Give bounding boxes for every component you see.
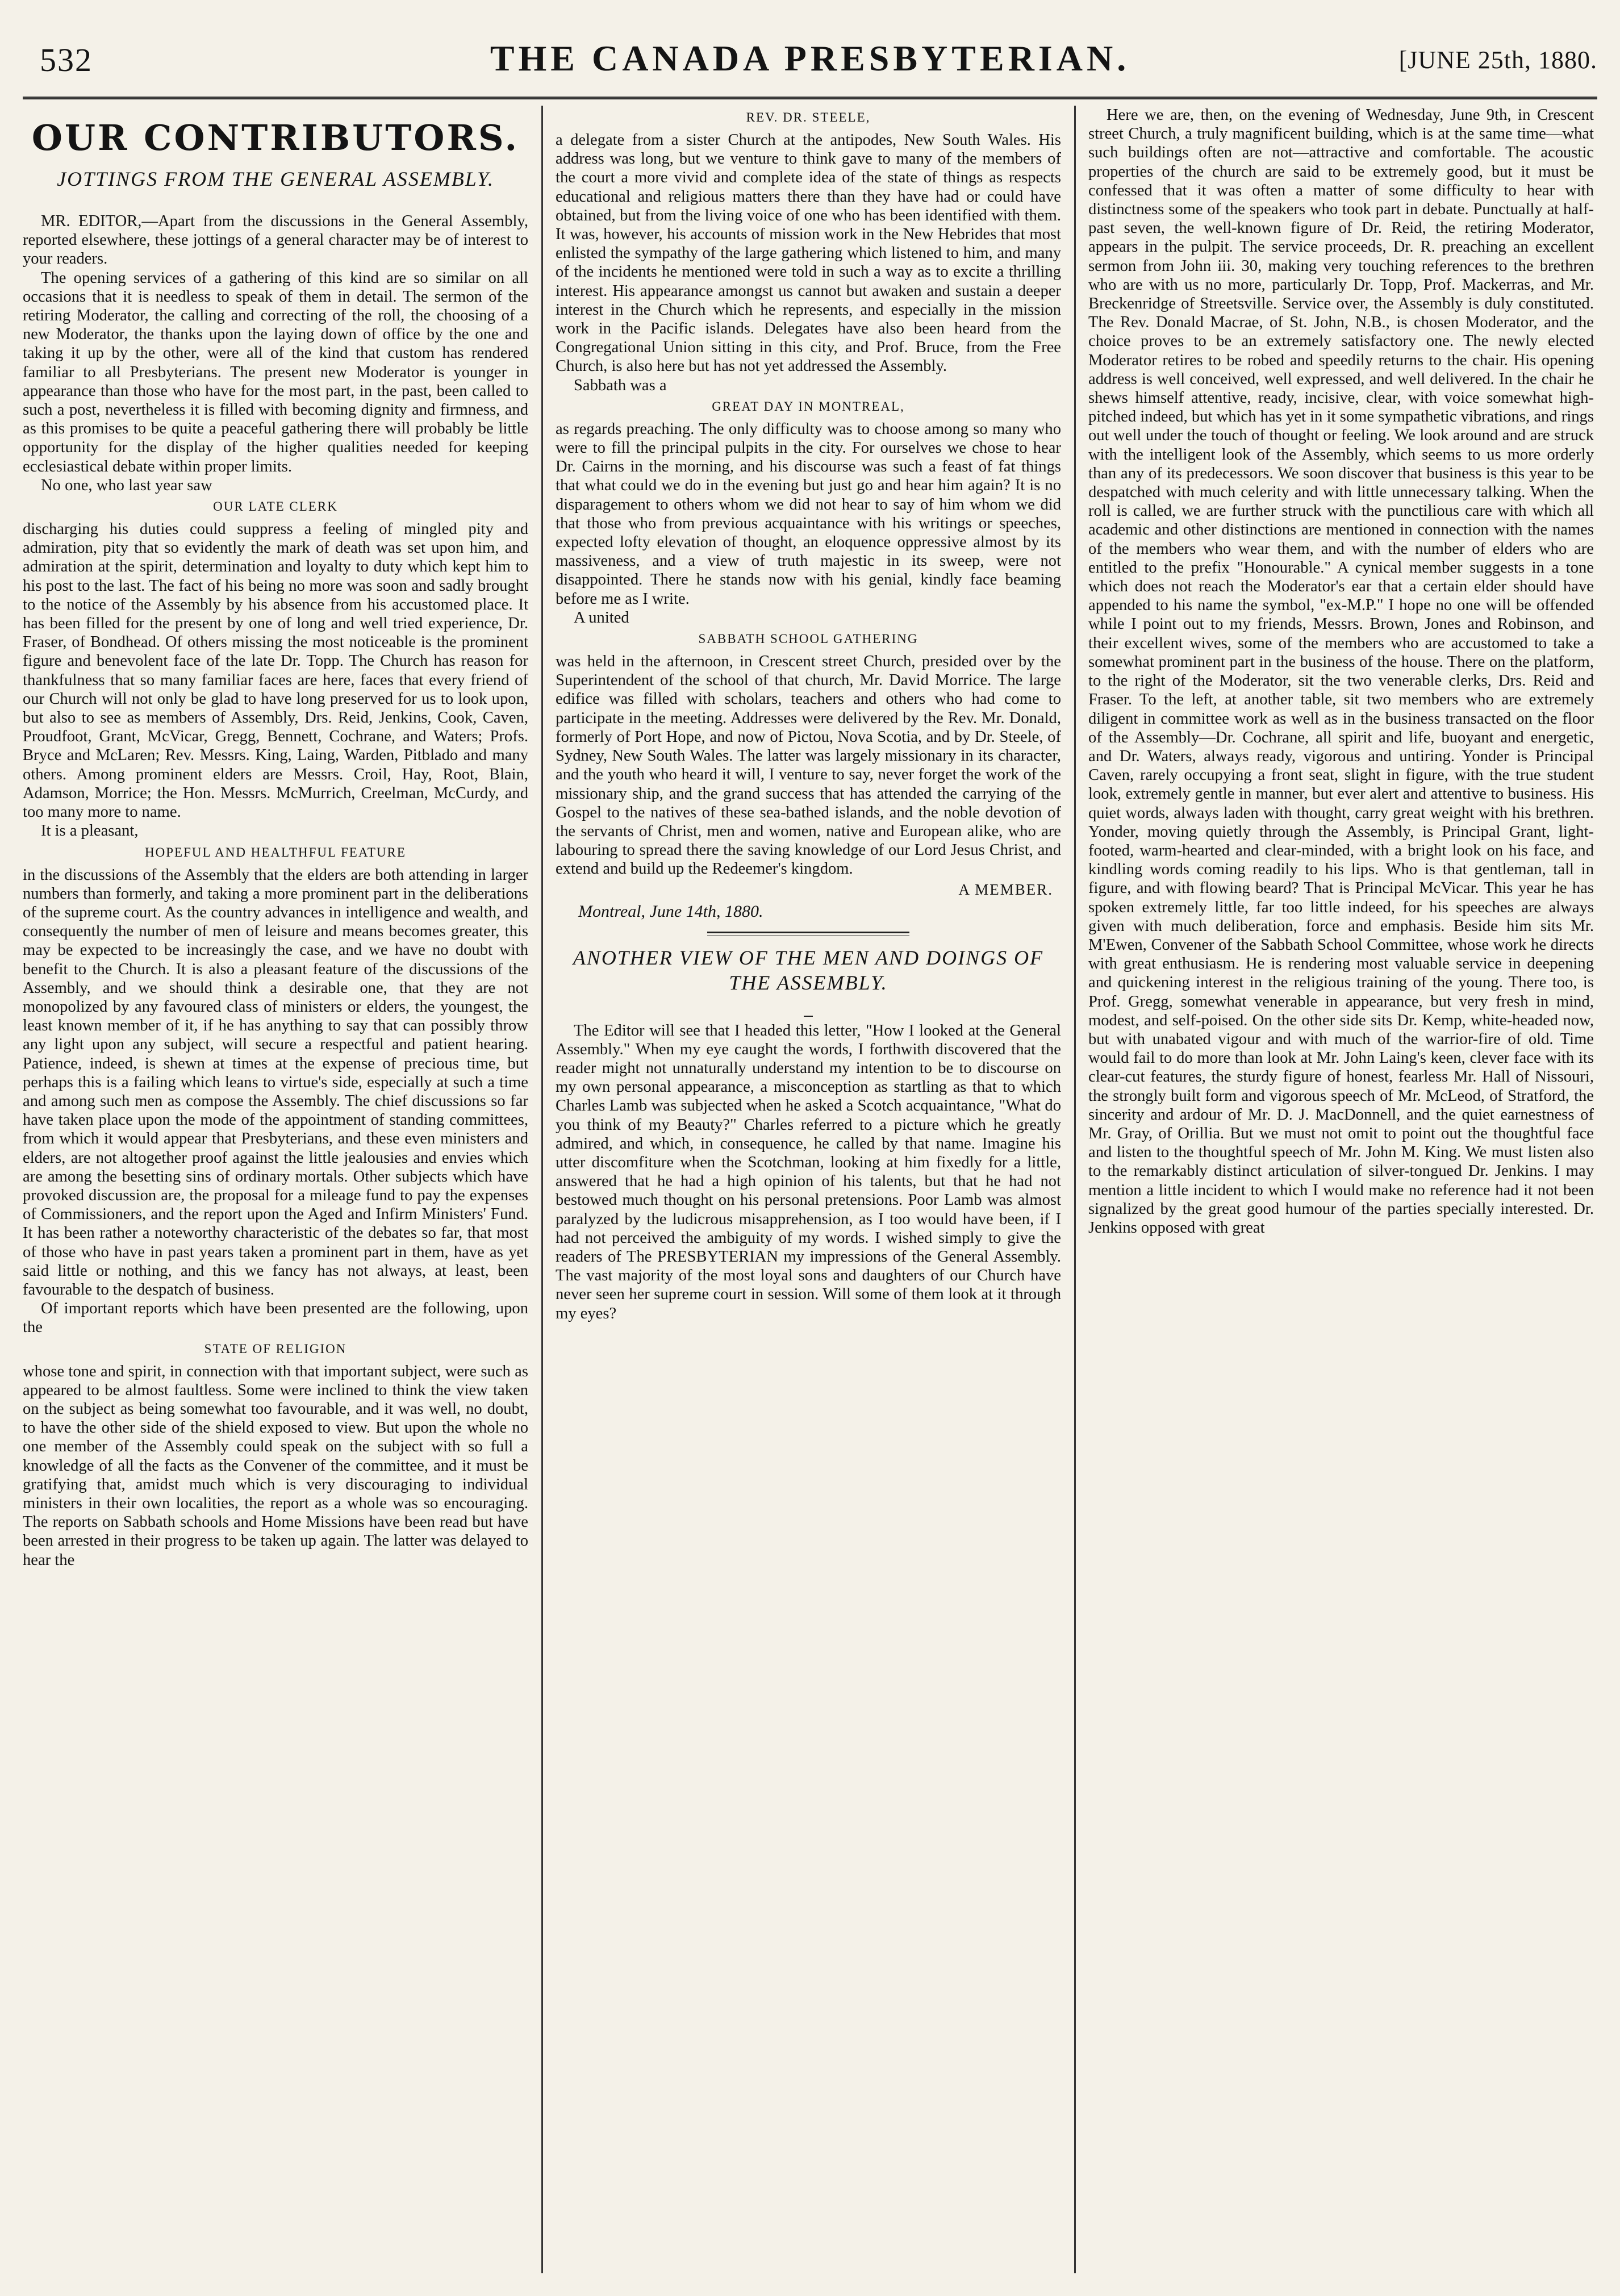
signature: A MEMBER. bbox=[958, 880, 1053, 898]
paragraph: The Editor will see that I headed this letter, "How I looked at the General Assembly." When my eye caught the words, I forthwith discovered that the reader might not unnaturally understand my intention to be to discourse on my own personal appearance, a misconception as startling as that to which Charles Lamb was subjected when he asked a Scotch acquaintance, "What do you think of my Beauty?" Charles referred to a picture which he greatly admired, and which, in consequence, he called by that name. Imagine his utter discomfiture when the Scotchman, looking at him fixedly for a little, answered that he had a high opinion of his talents, but that he had not bestowed much thought on his personal pretensions. Poor Lamb was almost paralyzed by the ludicrous misapprehension, as I too would have been, if I had not perceived the ambiguity of my words. I wished simply to give the readers of The PRESBYTERIAN my impressions of the General Assembly. The vast majority of the most loyal sons and daughters of our Church have never seen her supreme court in session. Will some of them look at it through my eyes? bbox=[556, 1021, 1061, 1322]
article-heading: JOTTINGS FROM THE GENERAL ASSEMBLY. bbox=[57, 168, 494, 190]
paragraph: Here we are, then, on the evening of Wednesday, June 9th, in Crescent street Church, a truly magnificent building, which is at the same time—what such buildings often are not—attractive and comfortable. The acoustic properties of the church are said to be extremely good, but it must be confessed that it was often a matter of some difficulty to hear with distinctness some of the speakers who took part in debate. Punctually at half-past seven, the well-known figure of Dr. Reid, the retiring Moderator, appears in the pulpit. The service proceeds, Dr. R. preaching an excellent sermon from John iii. 30, making very touching references to the brethren who are with us no more, particularly Dr. Topp, Prof. Mackerras, and Mr. Breckenridge of Streetsville. Service over, the Assembly is duly constituted. The Rev. Donald Macrae, of St. John, N.B., is chosen Moderator, and the choice proves to be an extremely satisfactory one. The newly elected Moderator retires to be robed and speedily returns to the chair. His opening address is well conceived, well expressed, and well delivered. In the chair he shews himself attentive, ready, incisive, clear, with voice somewhat high-pitched indeed, but which has yet in it some sympathetic vibrations, and rings out well under the touch of thought or feeling. We look around and are struck with the intelligent look of the Assembly, which seems to us more orderly than any of its predecessors. We soon discover that business is this year to be despatched with much celerity and with little unnecessary talking. When the roll is called, we are further struck with the punctilious care with which all academic and other distinctions are mentioned in connection with the names of the members who wear them, and with the number of elders who are entitled to the prefix "Honourable." A cynical member suggests in a tone which does not reach the Moderator's ear that a certain elder should have appended to his name the symbol, "ex-M.P." I hope no one will be offended while I point out to my friends, Messrs. Brown, Jones and Robinson, and their excellent wives, some of the members who are accustomed to take a somewhat prominent part in the business of the house. There on the platform, to the right of the Moderator, sit the two venerable clerks, Drs. Reid and Fraser. To the left, at another table, sit two members who are extremely diligent in committee work as well as in the business transacted on the floor of the Assembly—Dr. Cochrane, all spirit and life, buoyant and energetic, and Dr. Waters, always ready, vigorous and untiring. Yonder is Principal Caven, rarely occupying a front seat, slight in figure, with the true student look, extremely gentle in manner, but ever alert and attentive to business. His quiet words, always laden with thought, carry great weight with his brethren. Yonder, moving quietly through the Assembly, is Principal Grant, light-footed, warm-hearted and clear-minded, with a bright look on his face, and kindling words coming readily to his lips. Who is that gentleman, tall in figure, and with flowing beard? That is Principal McVicar. This year he has spoken extremely little, far too little indeed, for his speeches are always given with much deliberation, force and emphasis. Beside him sits Mr. M'Ewen, Convener of the Sabbath School Committee, whose work he directs with great enthusiasm. He is rendering most valuable service in deepening and quickening interest in the religious training of the young. There too, is Prof. Gregg, somewhat venerable in appearance, but very fresh in mind, modest, and self-poised. On the other side sits Dr. Kemp, white-headed now, but with unabated vigour and with much of the warrior-fire of old. Time would fail to do more than look at Mr. John Laing's keen, clever face with its clear-cut features, the sturdy figure of honest, fearless Mr. Hall of Nissouri, the strongly built form and vigorous speech of Mr. McLeod, of Stratford, the sincerity and ardour of Mr. D. J. MacDonnell, and the quiet earnestness of Mr. Gray, of Orillia. But we must not omit to point out the thoughtful face and listen to the thoughtful speech of Mr. John M. King. We must listen also to the remarkably distinct articulation of silver-tongued Dr. Jenkins. I may mention a little incident to which I would make no reference had it not been signalized by the great good humour of the parties specially interested. Dr. Jenkins opposed with great bbox=[1088, 106, 1594, 1237]
department-heading: OUR CONTRIBUTORS. bbox=[31, 117, 520, 158]
subheading: REV. DR. STEELE, bbox=[746, 110, 871, 124]
paragraph: Of important reports which have been presented are the following, upon the bbox=[23, 1300, 528, 1337]
subheading: GREAT DAY IN MONTREAL, bbox=[712, 399, 905, 414]
paragraph: discharging his duties could suppress a feeling of mingled pity and admiration, pity that so evidently the mark of death was set upon him, and admiration at the spirit, determination and loyalty to duty which kept him to his post to the last. The fact of his being no more was soon and sadly brought to the notice of the Assembly by his absence from his accustomed place. It has been filled for the present by one of long and well tried experience, Dr. Fraser, of Bondhead. Of others missing the most noticeable is the prominent figure and benevolent face of the late Dr. Topp. The Church has reason for thankfulness that so many familiar faces are here, faces that every friend of our Church will not only be glad to have long preserved for us to look upon, but also to see as members of Assembly, Drs. Reid, Jenkins, Cook, Caven, Proudfoot, Grant, McVicar, Gregg, Bennett, Cochrane, and Waters; Profs. Bryce and McLaren; Rev. Messrs. King, Laing, Warden, Pitblado and many others. Among prominent elders are Messrs. Croil, Hay, Root, Blain, Adamson, Morrice; the Hon. Messrs. McMurrich, Creelman, McCurdy, and too many more to name. bbox=[23, 520, 528, 821]
column-rule bbox=[1074, 106, 1076, 2273]
page-number: 532 bbox=[40, 41, 93, 78]
subheading: SABBATH SCHOOL GATHERING bbox=[698, 632, 918, 646]
heading-rule bbox=[804, 1016, 813, 1017]
column-2 bbox=[556, 106, 1061, 2279]
paragraph: in the discussions of the Assembly that the elders are both attending in larger numbers than formerly, and taking a more prominent part in the deliberations of the supreme court. As the country advances in intelligence and wealth, and consequently the number of men of leisure and means becomes greater, this may be expected to be increasingly the case, and we have no doubt with benefit to the Church. It is also a pleasant feature of the discussions of the Assembly, and we should think a desirable one, that they are not monopolized by any favoured class of ministers or elders, the youngest, the least known member of it, if he has anything to say that can possibly throw any light upon any subject, will secure a respectful and patient hearing. Patience, indeed, is shewn at times at the expense of precious time, but perhaps this is a failing which leans to virtue's side, especially at such a time and among such men as compose the Assembly. The chief discussions so far have taken place upon the mode of the appointment of standing committees, from which it would appear that Presbyterians, and these even ministers and elders, are not altogether proof against the little jealousies and envies which are among the besetting sins of ordinary mortals. Other subjects which have provoked discussion are, the proposal for a mileage fund to pay the expenses of Commissioners, and the report upon the Aged and Infirm Ministers' Fund. It has been rather a noteworthy characteristic of the debates so far, that most of those who have in past years taken a prominent part in them, have as yet said little or nothing, and this we fancy has not always, at least, been favourable to the despatch of business. bbox=[23, 866, 528, 1299]
paragraph: as regards preaching. The only difficulty was to choose among so many who were to fill the principal pulpits in the city. For ourselves we chose to hear Dr. Cairns in the morning, and his discourse was such a feast of fat things that what could we do in the evening but just go and hear him again? It is no disparagement to others whom we did not hear to say of him whom we did that those who from previous acquaintance with his writings or speeches, expected lofty elevation of thought, an eloquence oppressive almost by its massiveness, and a view of truth majestic in its sweep, were not disappointed. There he stands now with his genial, kindly face beaming before me as I write. bbox=[556, 420, 1061, 608]
issue-date: [JUNE 25th, 1880. bbox=[1398, 46, 1597, 74]
paragraph: It is a pleasant, bbox=[41, 822, 139, 840]
article-separator bbox=[707, 932, 909, 936]
paragraph: was held in the afternoon, in Crescent street Church, presided over by the Superintendent of the school of that church, Mr. David Morrice. The large edifice was filled with scholars, teachers and others who had come to participate in the meeting. Addresses were delivered by the Rev. Mr. Donald, formerly of Port Hope, and now of Pictou, Nova Scotia, and by Dr. Steele, of Sydney, New South Wales. The latter was largely missionary in its character, and the youth who heard it will, I venture to say, never forget the work of the missionary ship, and the grand success that has attended the carrying of the Gospel to the natives of these sea-bathed islands, and the noble devotion of the servants of Christ, men and women, native and European alike, who are labouring to spread there the saving knowledge of our Lord Jesus Christ, and extend and build up the Redeemer's kingdom. bbox=[556, 653, 1061, 878]
paragraph: whose tone and spirit, in connection with that important subject, were such as appeared to be almost faultless. Some were inclined to think the view taken on the subject as being somewhat too favourable, and it was well, no doubt, to have the other side of the shield exposed to view. But upon the whole no one member of the Assembly could speak on the subject with so full a knowledge of all the facts as the Convener of the committee, and it must be gratifying that, amidst much which is very discouraging to individual ministers in their own localities, the report as a whole was so encouraging. The reports on Sabbath schools and Home Missions have been read but have been arrested in their progress to be taken up again. The latter was delayed to hear the bbox=[23, 1362, 528, 1569]
paragraph: MR. EDITOR,—Apart from the discussions in the General Assembly, reported elsewhere, these jottings of a general character may be of interest to your readers. bbox=[23, 212, 528, 268]
paragraph: The opening services of a gathering of this kind are so similar on all occasions that it is needless to speak of them in detail. The sermon of the retiring Moderator, the calling and correcting of the roll, the choosing of a new Moderator, the thanks upon the laying down of office by the one and taking it up by the other, were all of the kind that custom has rendered familiar to all Presbyterians. The present new Moderator is younger in appearance than those who have for the most part, in the past, been called to such a post, nevertheless it is filled with becoming dignity and firmness, and as this promises to be quite a peaceful gathering there will probably be little opportunity for the display of the higher qualities needed for keeping ecclesiastical debate within proper limits. bbox=[23, 269, 528, 475]
paragraph: No one, who last year saw bbox=[41, 476, 212, 494]
column-3 bbox=[1088, 106, 1594, 2279]
masthead bbox=[23, 33, 1597, 99]
subheading: OUR LATE CLERK bbox=[213, 499, 338, 514]
article-heading: ANOTHER VIEW OF THE MEN AND DOINGS OF THE ASSEMBLY. bbox=[573, 946, 1044, 994]
paragraph: a delegate from a sister Church at the antipodes, New South Wales. His address was long, but we venture to think gave to many of the members of the court a more vivid and complete idea of the state of things as respects educational and religious matters there than they have had or could have obtained, but from the living voice of one who has been identified with them. It was, however, his accounts of mission work in the New Hebrides that most enlisted the sympathy of the large gathering which listened to him, and many of the incidents he mentioned were told in such a way as to excite a thrilling interest. His appearance amongst us cannot but awaken and sustain a deeper interest in the Church which he represents, and especially in the mission work in the Pacific islands. Delegates have also been heard from the Congregational Union sitting in this city, and Prof. Bruce, from the Free Church, is also here but has not yet addressed the Assembly. bbox=[556, 131, 1061, 375]
paragraph: A united bbox=[574, 608, 629, 627]
newspaper-title: THE CANADA PRESBYTERIAN. bbox=[490, 38, 1130, 78]
dateline: Montreal, June 14th, 1880. bbox=[578, 901, 763, 921]
subheading: HOPEFUL AND HEALTHFUL FEATURE bbox=[145, 845, 406, 859]
paragraph: Sabbath was a bbox=[574, 376, 667, 394]
column-1 bbox=[23, 106, 528, 2279]
column-rule bbox=[541, 106, 543, 2273]
subheading: STATE OF RELIGION bbox=[204, 1341, 347, 1356]
